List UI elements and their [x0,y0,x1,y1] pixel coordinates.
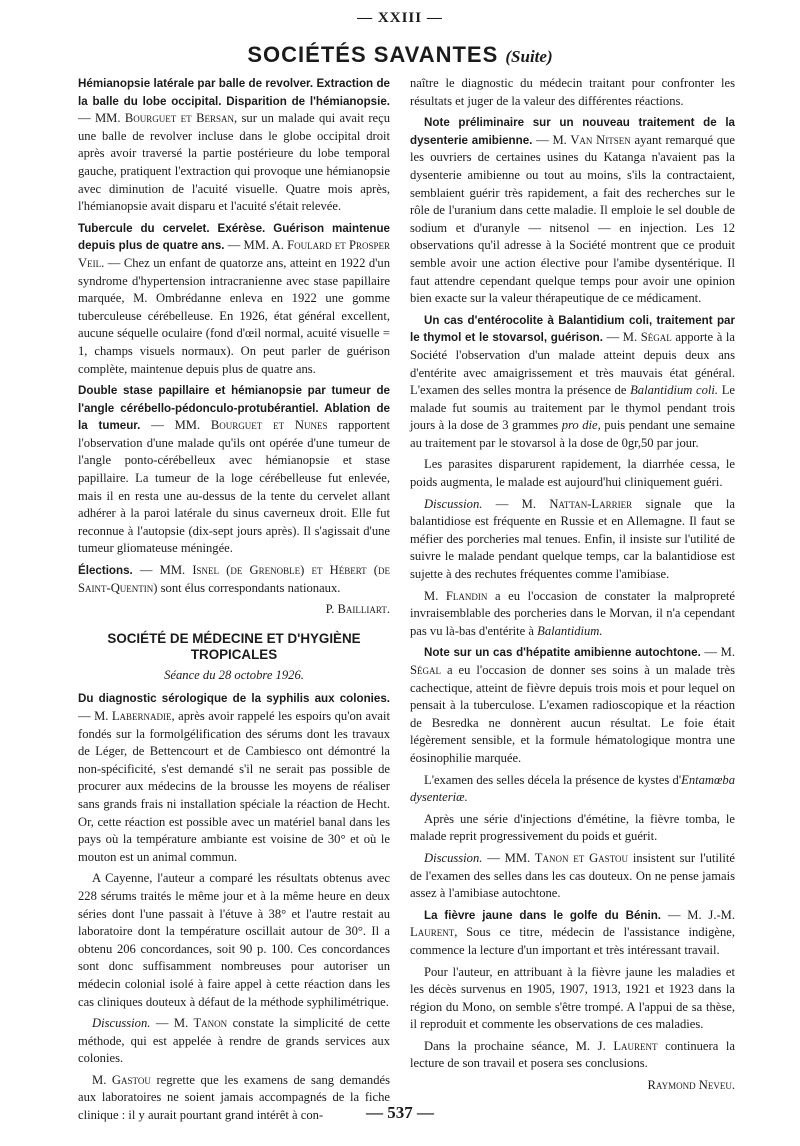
species-entamoeba: Entamœba dysenteriæ. [410,772,735,805]
paragraph-prochaine [410,1038,735,1073]
text-discussion-tanon: constate la simplicité de cette méthode, qui est appelée à rendre de grands services aux colonies. [78,1016,390,1066]
heading-fievre-jaune: La fièvre jaune dans le golfe du Bénin. [424,908,662,922]
paragraph-kystes [410,772,735,807]
text-enterocolite-a: apporte à la Société l'observation d'un malade atteint depuis deux ans d'entérite avec amaigrissement et très mauvais état général. L'examen des selles montra la présence de [410,330,736,398]
heading-hepatite: Note sur un cas d'hépatite amibienne autochtone. [424,646,701,660]
authors-gastou: M. Gastou [92,1072,151,1087]
heading-stase: Double stase papillaire et hémianopsie par tumeur de l'angle cérébello-pédonculo-protubérantiel. Ablation de la tumeur. [78,384,390,433]
paragraph-parasites: Les parasites disparurent rapidement, la diarrhée cessa, le poids augmenta, le malade est aujourd'hui cliniquement guéri. [410,457,735,490]
authors-tubercule: MM. A. Foulard et Prosper Veil. [78,238,391,270]
authors-stase: MM. Bourguet et Nunes [174,418,328,433]
species-balantidium-2: Balantidium. [537,623,603,638]
article-fievre-jaune: La fièvre jaune dans le golfe du Bénin. — M. J.-M. Laurent, Sous ce titre, médecin de l'assistance indigène, commence la lecture d'un important et très intéressant travail. [410,907,736,957]
heading-tubercule: Tubercule du cervelet. Exérèse. Guérison maintenue depuis plus de quatre ans. [78,221,390,253]
text-hemianopsie: sur un malade qui avait reçu une balle de revolver incluse dans le globe occipital droit après avoir traversé la partie postérieure du lobe temporal gauche, pratiquent l'extraction qui provoque une hémianopsie avec diminution de l'acuité visuelle. Quatre mois après, l'hémianopsie avait disparu et l'acuité s'était relevée. [78,111,391,214]
discussion-tanon-gastou: Discussion. — MM. Tanon et Gastou insistent sur l'utilité de l'examen des selles dans les cas douteux. On ne pense jamais assez à l'amibiase autochtone. [410,850,735,901]
authors-enterocolite: M. Ségal [622,330,672,345]
page-title [0,42,800,68]
text-tanon-gastou: insistent sur l'utilité de l'examen des selles dans les cas douteux. On ne pense jamais assez à l'amibiase autochtone. [410,850,735,901]
text-kystes: L'examen des selles décela la présence de kystes d' [424,772,682,787]
authors-diagnostic: M. Labernadie, [94,709,175,723]
article-tubercule: Tubercule du cervelet. Exérèse. Guérison maintenue depuis plus de quatre ans. — MM. A. Foulard et Prosper Veil. — Chez un enfant de quatorze ans, atteint en 1922 d'un syndrome d'hypertension intracranienne avec stase papillaire marquée, M. Ombrédanne enleva en 1922 une gomme tuberculeuse cérébelleuse. En 1926, état général excellent, aucune séquelle oculaire (fond d'œil normal, acuité visuelle = 1, champs visuels normaux). On peut parler de guérison complète, maintenue depuis plus de quatre ans. [78,221,391,376]
discussion-label-3: Discussion. [424,850,483,865]
text-prochaine-b: continuera la lecture de son travail et posera ses conclusions. [410,1038,735,1071]
heading-note-dysenterie: Note préliminaire sur un nouveau traitement de la dysenterie amibienne. [410,116,735,147]
text-gastou: regrette que les examens de sang demandés aux laboratoires ne soient jamais accompagnés de la fiche clinique : il y aurait pourtant grand intérêt à con- [78,1072,390,1123]
heading-hemianopsie: Hémianopsie latérale par balle de revolver. Extraction de la balle du lobe occipital. Disparition de l'hémianopsie. [78,77,390,108]
left-column [78,75,390,1129]
authors-nattan: M. Nattan-Larrier [521,496,633,511]
authors-note-dysenterie: M. Van Nitsen [552,132,631,147]
paragraph-cayenne: A Cayenne, l'auteur a comparé les résultats obtenus avec 228 sérums traités le même jour et à la même heure en deux séries dont l'une passait à l'étuve à 38° et l'autre restait au laboratoire dont la température oscillait autour de 30°. Il a obtenu 206 concordances, soit 90 p. 100. Ces concordances sont donc suffisamment nombreuses pour autoriser un médecin colonial isolé à faire appel à cette réaction dans les cas cliniques douteux à défaut de la méthode syphilimétrique. [78,871,390,1009]
society-title: SOCIÉTÉ DE MÉDECINE ET D'HYGIÈNE TROPICALES [107,630,361,662]
page-number: — 537 — [366,1103,434,1122]
discussion-nattan: Discussion. — M. Nattan-Larrier signale que la balantidiose est fréquente en Russie et en Allemagne. Il faut se méfier des porcheries mal tenues. Enfin, il insiste sur l'utilité de suivre le malade pendant quelque temps, car la balantidiose est sujette à des rechutes fréquentes comme l'amibiase. [410,496,735,582]
authors-hemianopsie: MM. Bourguet et Bersan, [94,111,238,126]
authors-discussion-tanon: M. Tanon [173,1016,228,1031]
authors-flandin: M. Flandin [424,588,488,603]
discussion-tanon: Discussion. — M. Tanon constate la simplicité de cette méthode, qui est appelée à rendre de grands services aux colonies. [78,1016,390,1066]
society-date: Séance du 28 octobre 1926. [164,667,304,682]
signature-bailliart: P. Bailliart. [325,602,390,617]
text-stase: rapportent l'observation d'une malade qu'ils ont opérée d'une tumeur de l'angle ponto-cérébelleux avec hémianopsie et stase papillaire. La tumeur de la loge cérébelleuse fut enlevée, mais il en resta une au-dessus de la tente du cervelet allant adhérer à la paroi latérale du sinus caverneux droit. Elle fut reconnue à l'autopsie (dix-sept jours après). Il s'agissait d'une tumeur gliomateuse méningée. [78,418,391,556]
authors-tanon-gastou: MM. Tanon et Gastou [504,850,629,865]
authors-hepatite: M. Ségal [410,645,736,677]
paragraph-auteur: Pour l'auteur, en attribuant à la fièvre jaune les maladies et les décès survenus en 1905, 1907, 1913, 1921 et 1923 dans la région du Mono, on semble s'être trompé. A l'appui de sa thèse, il reproduit et commente les observations de ces maladies. [410,964,735,1032]
text-diagnostic: après avoir rappelé les espoirs qu'on avait fondés sur la formolgélification des sérums dont les travaux de Léger, de Bettencourt et de Cambiesco ont démontré la non-spécificité, s'est demandé s'il ne serait pas possible de procurer aux médecins de la brousse les moyens de réaliser sans grands frais ni installation spéciale la réaction de Hecht. Or, cette réaction est possible avec un matériel banal dans les pays où la température ambiante est voisine de 30° et où le mouton est un animal commun. [78,709,390,864]
text-hepatite: a eu l'occasion de donner ses soins à un malade très cachectique, atteint de fièvre depuis trois mois et pour lequel on pensait à la tuberculose. L'examen radioscopique et la réaction de Besredka ne donnèrent aucun résultat. Le foie était légèrement sensible, et la formule hématologique montra une éosinophilie marquée. [410,663,735,765]
right-column [410,75,735,1107]
article-hemianopsie: Hémianopsie latérale par balle de revolver. Extraction de la balle du lobe occipital. Disparition de l'hémianopsie. — MM. Bourguet et Bersan, sur un malade qui avait reçu une balle de revolver incluse dans le globe occipital droit après avoir traversé la partie postérieure du lobe temporal gauche, pratiquent l'extraction qui provoque une hémianopsie avec diminution de l'acuité visuelle. Quatre mois après, l'hémianopsie avait disparu et l'acuité s'était relevée. [78,77,391,214]
article-diagnostic: Du diagnostic sérologique de la syphilis aux colonies. — M. Labernadie, après avoir rappelé les espoirs qu'on avait fondés sur la formolgélification des sérums dont les travaux de Léger, de Bettencourt et de Cambiesco ont démontré la non-spécificité, s'est demandé s'il ne serait pas possible de procurer aux médecins de la brousse les moyens de réaliser sans grands frais ni installation spéciale la réaction de Hecht. Or, cette réaction est possible avec un matériel banal dans les pays où la température ambiante est voisine de 30° et où le mouton est un animal commun. [78,692,390,864]
text-elections: sont élus correspondants nationaux. [160,580,341,595]
discussion-label: Discussion. [92,1016,151,1031]
authors-elections: MM. Isnel (de Grenoble) et Hébert (de Saint-Quentin) [78,563,390,595]
text-enterocolite-c: puis pendant une semaine au traitement par le stovarsol à la dose de 0gr,50 par jour. [410,418,735,450]
text-flandin: a eu l'occasion de constater la malpropreté invraisemblable des porcheries dans le Morvan, il n'a cependant pas vu là-bas d'entérite à [410,588,735,638]
paragraph-emetine: Après une série d'injections d'émétine, la fièvre tomba, le malade reprit progressivement du poids et guérit. [410,811,735,844]
text-note-dysenterie: ayant remarqué que les ouvriers de certaines usines du Katanga n'avaient pas la dysenterie amibienne ou tout au moins, s'ils la contractaient, semblaient guérir très rapidement, a fait des recherches sur le rôle de l'uranium dans cette maladie. Il emploie le sel double de sodium et d'uranyle — nitsenol — en injection. Les 12 observations qu'il adresse à la Société montrent que ce produit semble avoir une action élective pour l'amibe dysentérique. Il faut attendre cependant quelque temps pour avoir une opinion bien exacte sur la valeur thérapeutique de ce médicament. [410,132,735,306]
article-hepatite: Note sur un cas d'hépatite amibienne autochtone. — M. Ségal a eu l'occasion de donner ses soins à un malade très cachectique, atteint de fièvre depuis trois mois et pour lequel on pensait à la tuberculose. L'examen radioscopique et la réaction de Besredka ne donnèrent aucun résultat. Le foie était légèrement sensible, et la formule hématologique montra une éosinophilie marquée. [410,645,736,765]
signature-neveu: Raymond Neveu. [647,1078,735,1093]
paragraph-continuation: naître le diagnostic du médecin traitant pour confronter les résultats et juger de la valeur des différentes réactions. [410,76,735,108]
article-elections: Élections. — MM. Isnel (de Grenoble) et Hébert (de Saint-Quentin) sont élus correspondants nationaux. [78,563,390,595]
article-note-dysenterie: Note préliminaire sur un nouveau traitement de la dysenterie amibienne. — M. Van Nitsen ayant remarqué que les ouvriers de certaines usines du Katanga n'avaient pas la dysenterie amibienne ou tout au moins, s'ils la contractaient, semblaient guérir très rapidement, a fait des recherches sur le rôle de l'uranium dans cette maladie. Il emploie le sel double de sodium et d'uranyle — nitsenol — en injection. Les 12 observations qu'il adresse à la Société montrent que ce produit semble avoir une action élective pour l'amibe dysentérique. Il faut attendre cependant quelque temps pour avoir une opinion bien exacte sur la valeur thérapeutique de ce médicament. [410,116,735,306]
heading-diagnostic: Du diagnostic sérologique de la syphilis aux colonies. [78,692,390,706]
text-prochaine-a: Dans la prochaine séance, M. J. [424,1038,606,1053]
title-text: SOCIÉTÉS SAVANTES [247,42,499,67]
text-enterocolite-b: Le malade fut soumis au traitement par le thymol pendant trois jours à la dose de 3 grammes [410,383,736,433]
article-stase: Double stase papillaire et hémianopsie par tumeur de l'angle cérébello-pédonculo-protubérantiel. Ablation de la tumeur. — MM. Bourguet et Nunes rapportent l'observation d'une malade qu'ils ont opérée d'une tumeur de l'angle ponto-cérébelleux avec hémianopsie et stase papillaire. La tumeur de la loge cérébelleuse fut enlevée, mais il en resta une au-dessus de la tente du cervelet allant adhérer à la paroi latérale du sinus caverneux droit. Elle fut reconnue à l'autopsie (dix-sept jours après). Il s'agissait d'une tumeur gliomateuse méningée. [78,384,391,556]
text-fievre-jaune: Sous ce titre, médecin de l'assistance indigène, commence la lecture d'un important et très intéressant travail. [410,925,735,957]
text-tubercule: Chez un enfant de quatorze ans, atteint en 1922 d'un syndrome d'hypertension intracranienne avec stase papillaire marquée, M. Ombrédanne enleva en 1922 une gomme tuberculeuse cérébelleuse. En 1926, état général excellent, aucune séquelle oculaire (fond d'œil normal, acuité visuelle = 1, champs visuels normaux). On peut parler de guérison complète, maintenue depuis plus de quatre ans. [78,255,391,376]
text-nattan: signale que la balantidiose est fréquente en Russie et en Allemagne. Il faut se méfier des porcheries mal tenues. Enfin, il insiste sur l'utilité de suivre le malade pendant quelque temps, car la balantidiose est sujette à des rechutes fréquentes comme l'amibiase. [410,496,735,582]
roman-page-number: — XXIII — [357,10,443,26]
article-enterocolite: Un cas d'entérocolite à Balantidium coli, traitement par le thymol et le stovarsol, guérison. — M. Ségal apporte à la Société l'observation d'un malade atteint depuis deux ans d'entérite avec amaigrissement et très mauvais état général. L'examen des selles montra la présence de Balantidium coli. Le malade fut soumis au traitement par le thymol pendant trois jours à la dose de 3 grammes pro die, puis pendant une semaine au traitement par le stovarsol à la dose de 0gr,50 par jour. [410,313,736,450]
authors-laurent: M. J.-M. Laurent, [410,907,736,940]
species-balantidium: Balantidium coli. [630,383,719,398]
name-laurent: Laurent [613,1038,658,1053]
title-suite: (Suite) [505,47,553,66]
heading-enterocolite: Un cas d'entérocolite à Balantidium coli, traitement par le thymol et le stovarsol, guérison. [410,313,735,345]
discussion-label-2: Discussion. [424,496,483,511]
heading-elections: Élections. [78,564,133,578]
paragraph-flandin [410,588,735,641]
pro-die: pro die, [561,418,601,433]
